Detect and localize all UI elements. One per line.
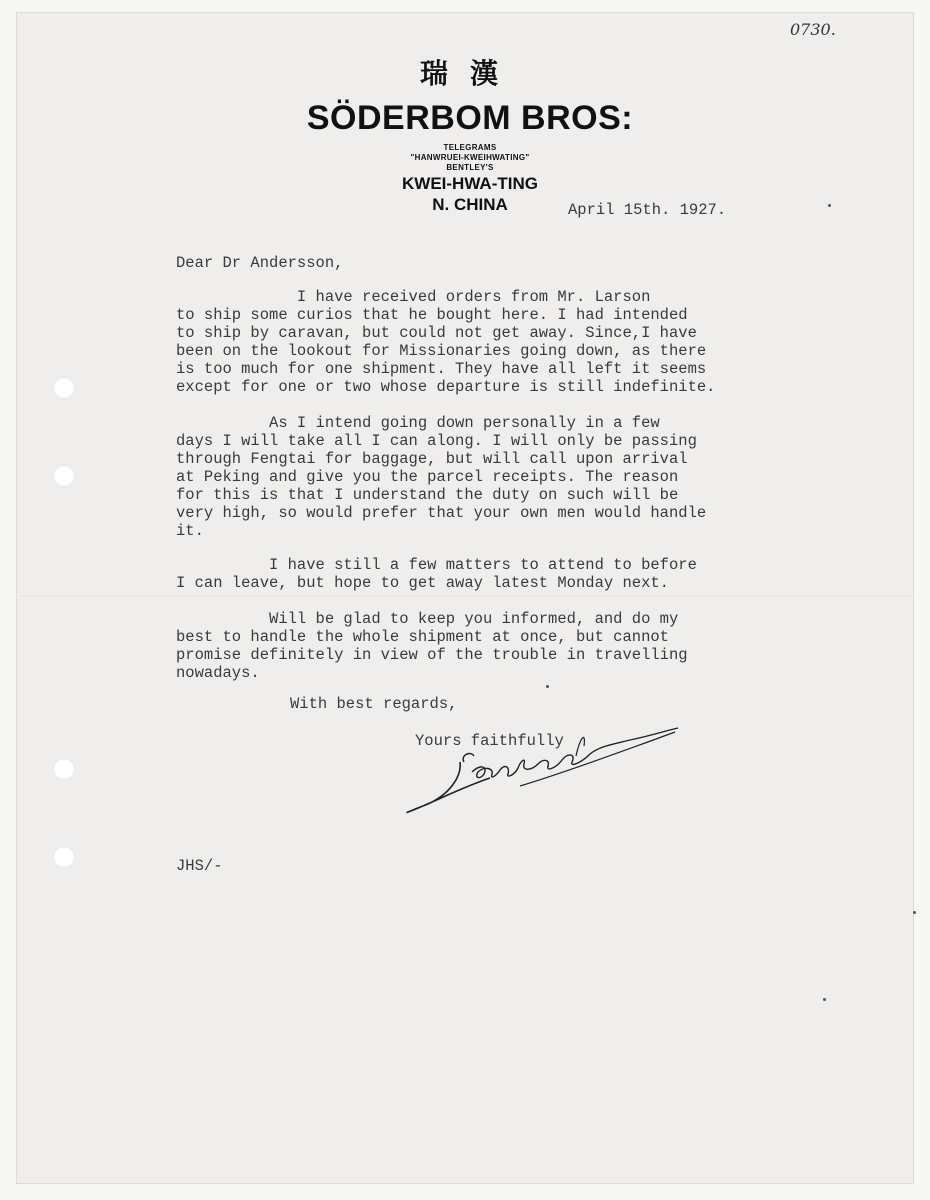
text-line: it. [176,522,204,540]
paper-speck [913,911,916,914]
paper-fold [16,596,914,598]
chinese-company-name: 瑞漢 [419,57,520,90]
punch-hole [53,465,75,487]
text-line: been on the lookout for Missionaries going down, as there [176,342,707,360]
text-line: through Fengtai for baggage, but will call upon arrival [176,450,688,468]
punch-hole [53,377,75,399]
text-line: to ship by caravan, but could not get away. Since,I have [176,324,697,342]
text-line: to ship some curios that he bought here. I had intended [176,306,688,324]
punch-hole [53,846,75,868]
country: N. CHINA [432,195,508,214]
telegraph-code: BENTLEY'S [446,163,494,172]
paragraph-4 [176,610,688,682]
text-line: days I will take all I can along. I will only be passing [176,432,697,450]
archive-number: 0730. [790,20,836,39]
text-line: As I intend going down personally in a few [176,414,660,432]
text-line: promise definitely in view of the trouble in travelling [176,646,688,664]
text-line: for this is that I understand the duty on such will be [176,486,679,504]
text-line: at Peking and give you the parcel receipts. The reason [176,468,679,486]
text-line: Will be glad to keep you informed, and do my [176,610,679,628]
paper-speck [823,998,826,1001]
handwritten-signature [400,716,690,826]
paragraph-2 [176,414,706,540]
text-line: I have still a few matters to attend to before [176,556,697,574]
company-name: SÖDERBOM BROS: [306,99,634,137]
typist-initials: JHS/- [176,857,223,875]
salutation: Dear Dr Andersson, [176,254,344,272]
text-line: except for one or two whose departure is still indefinite. [176,378,716,396]
text-line: I can leave, but hope to get away latest Monday next. [176,574,669,592]
text-line: is too much for one shipment. They have all left it seems [176,360,707,378]
telegrams-label: TELEGRAMS [443,143,497,152]
text-line: best to handle the whole shipment at once, but cannot [176,628,669,646]
letter-date: April 15th. 1927. [568,201,727,219]
punch-hole [53,758,75,780]
closing: With best regards, [290,695,458,713]
telegram-address: "HANWRUEI-KWEIHWATING" [410,153,530,162]
valediction: Yours faithfully [415,732,564,750]
paragraph-3 [176,556,697,592]
paper-speck [546,685,549,688]
paragraph-1 [176,288,716,396]
text-line: very high, so would prefer that your own men would handle [176,504,707,522]
paper-speck [828,204,831,207]
city: KWEI-HWA-TING [402,174,538,193]
text-line: I have received orders from Mr. Larson [176,288,651,306]
text-line: nowadays. [176,664,260,682]
